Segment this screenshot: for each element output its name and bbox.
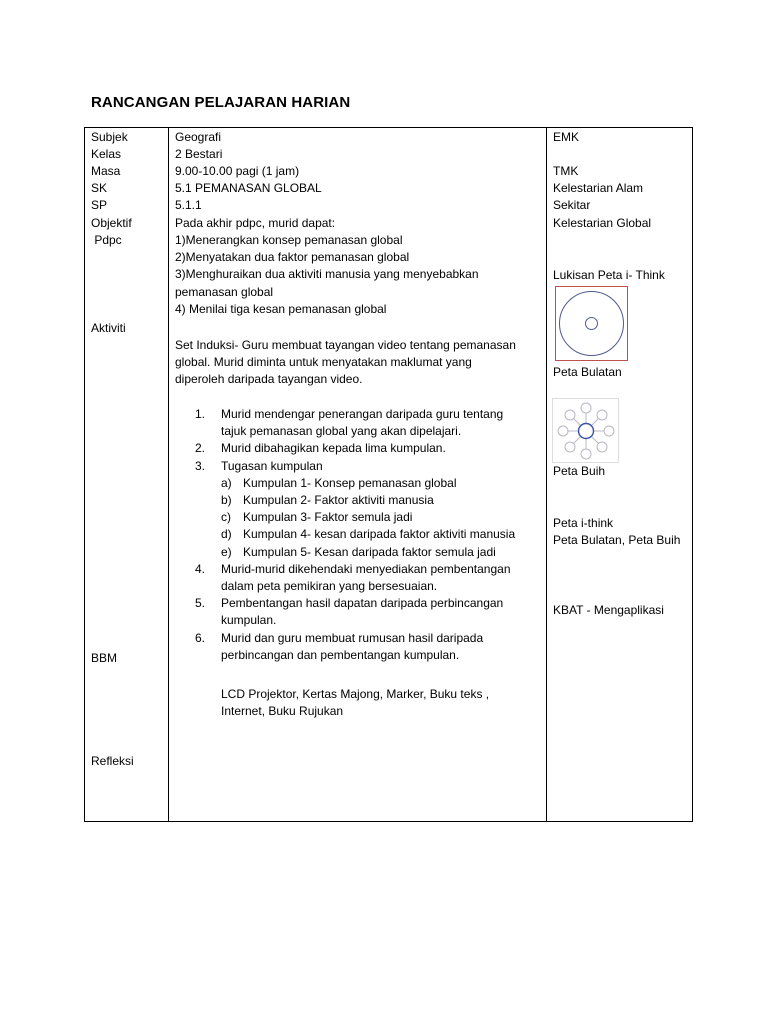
sekitar-label: Sekitar <box>553 198 591 212</box>
list-item: 3. Tugasan kumpulan <box>195 458 323 473</box>
group-item: c) Kumpulan 3- Faktor semula jadi <box>221 510 413 525</box>
value-kelas: 2 Bestari <box>175 147 223 161</box>
column-divider-1 <box>168 128 169 821</box>
label-sp: SP <box>91 198 108 212</box>
label-objektif: Objektif <box>91 216 132 230</box>
peta-list-label: Peta Bulatan, Peta Buih <box>553 533 681 547</box>
group-item: d) Kumpulan 4- kesan daripada faktor aktiviti manusia <box>221 527 516 542</box>
set-induksi-line-1: Set Induksi- Guru membuat tayangan video tentang pemanasan <box>175 338 516 352</box>
label-refleksi: Refleksi <box>91 754 134 768</box>
label-pdpc: Pdpc <box>91 233 122 247</box>
bubble-map-icon <box>552 398 620 464</box>
circle-map-icon <box>555 286 629 362</box>
activity-list <box>195 406 515 664</box>
group-item: e) Kumpulan 5- Kesan daripada faktor semula jadi <box>221 544 496 559</box>
value-sp: 5.1.1 <box>175 198 202 212</box>
value-masa: 9.00-10.00 pagi (1 jam) <box>175 164 300 178</box>
objektif-2: 2)Menyatakan dua faktor pemanasan global <box>175 250 410 264</box>
peta-ithink-label: Peta i-think <box>553 516 614 530</box>
list-item: 6. Murid dan guru membuat rumusan hasil daripada perbincangan dan pembentangan kumpulan. <box>195 630 484 662</box>
peta-bulatan-label: Peta Bulatan <box>553 365 622 379</box>
set-induksi-line-3: diperoleh daripada tayangan video. <box>175 372 363 386</box>
lukisan-peta-label: Lukisan Peta i- Think <box>553 268 665 282</box>
objektif-3: 3)Menghuraikan dua aktiviti manusia yang menyebabkan <box>175 267 479 281</box>
tmk-label: TMK <box>553 164 579 178</box>
label-masa: Masa <box>91 164 121 178</box>
label-sk: SK <box>91 181 108 195</box>
lesson-plan-table <box>84 127 693 822</box>
column-divider-2 <box>546 128 547 821</box>
value-subjek: Geografi <box>175 130 222 144</box>
list-item: 2. Murid dibahagikan kepada lima kumpulan. <box>195 441 446 456</box>
group-item: b) Kumpulan 2- Faktor aktiviti manusia <box>221 493 434 508</box>
page-title: RANCANGAN PELAJARAN HARIAN <box>91 94 351 111</box>
label-bbm: BBM <box>91 651 118 665</box>
emk-label: EMK <box>553 130 580 144</box>
label-kelas: Kelas <box>91 147 122 161</box>
objektif-1: 1)Menerangkan konsep pemanasan global <box>175 233 403 247</box>
label-aktiviti: Aktiviti <box>91 321 126 335</box>
list-item: 4. Murid-murid dikehendaki menyediakan pembentangan dalam peta pemikiran yang bersesuaian. <box>195 561 511 594</box>
peta-buih-label: Peta Buih <box>553 464 606 478</box>
bbm-line-1: LCD Projektor, Kertas Majong, Marker, Buku teks , <box>221 687 490 701</box>
kbat-label: KBAT - Mengaplikasi <box>553 603 664 617</box>
set-induksi-line-2: global. Murid diminta untuk menyatakan maklumat yang <box>175 355 472 369</box>
kelestarian-global: Kelestarian Global <box>553 216 652 230</box>
bbm-line-2: Internet, Buku Rujukan <box>221 704 344 718</box>
list-item: 5. Pembentangan hasil dapatan daripada perbincangan kumpulan. <box>195 596 504 628</box>
objektif-intro: Pada akhir pdpc, murid dapat: <box>175 216 336 230</box>
objektif-3-cont: pemanasan global <box>175 285 274 299</box>
label-subjek: Subjek <box>91 130 128 144</box>
objektif-4: 4) Menilai tiga kesan pemanasan global <box>175 302 387 316</box>
value-sk: 5.1 PEMANASAN GLOBAL <box>175 181 322 195</box>
group-item: a) Kumpulan 1- Konsep pemanasan global <box>221 475 457 490</box>
list-item: 1. Murid mendengar penerangan daripada guru tentang tajuk pemanasan global yang akan dipelajari. <box>195 407 504 439</box>
kelestarian-alam: Kelestarian Alam <box>553 181 644 195</box>
